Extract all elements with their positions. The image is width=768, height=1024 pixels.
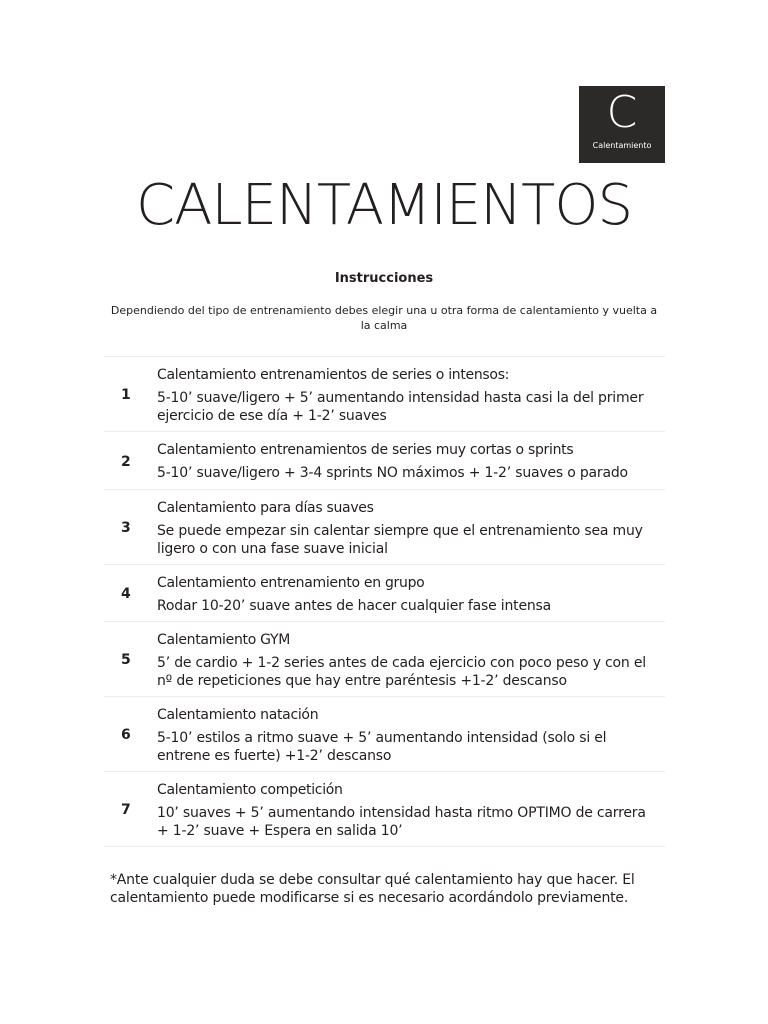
instructions-heading: Instrucciones [334, 271, 434, 286]
item-text: Se puede empezar sin calentar siempre que el entrenamiento sea muy ligero o con una fase suave inicial [157, 522, 643, 557]
warmup-list [104, 356, 665, 847]
item-title: Calentamiento entrenamientos de series o intensos: [157, 366, 510, 383]
item-number: 3 [121, 520, 131, 536]
item-content [157, 499, 665, 558]
item-content [157, 366, 665, 425]
list-item [104, 697, 665, 772]
item-content [157, 441, 665, 482]
list-item [104, 490, 665, 565]
item-number: 7 [121, 802, 131, 818]
item-content [157, 574, 665, 615]
item-title: Calentamiento natación [157, 706, 319, 723]
item-text: 5-10’ estilos a ritmo suave + 5’ aumentando intensidad (solo si el entrene es fuerte) +1-2’ descanso [157, 729, 607, 764]
item-title: Calentamiento competición [157, 781, 343, 798]
item-title: Calentamiento entrenamientos de series muy cortas o sprints [157, 442, 574, 458]
item-title: Calentamiento entrenamiento en grupo [157, 574, 425, 591]
list-item [104, 357, 665, 432]
footnote: *Ante cualquier duda se debe consultar qué calentamiento hay que hacer. El calentamiento puede modificarse si es necesario acordándolo previamente. [110, 872, 635, 906]
item-text: 10’ suaves + 5’ aumentando intensidad hasta ritmo OPTIMO de carrera + 1-2’ suave + Espera en salida 10’ [157, 804, 646, 839]
item-number: 4 [121, 586, 131, 602]
item-text: 5-10’ suave/ligero + 5’ aumentando intensidad hasta casi la del primer ejercicio de ese día + 1-2’ suaves [157, 389, 644, 424]
item-content [157, 781, 665, 840]
item-number: 6 [121, 727, 131, 743]
item-text: 5’ de cardio + 1-2 series antes de cada ejercicio con poco peso y con el nº de repeticiones que hay entre paréntesis +1-2’ descanso [157, 654, 646, 689]
item-number: 5 [121, 652, 131, 668]
item-title: Calentamiento para días suaves [157, 499, 374, 516]
section-badge [579, 86, 665, 163]
badge-label: Calentamiento [592, 141, 652, 150]
item-number: 2 [121, 453, 131, 470]
badge-letter: C [606, 87, 638, 138]
item-text: 5-10’ suave/ligero + 3-4 sprints NO máximos + 1-2’ suaves o parado [157, 465, 628, 481]
list-item [104, 432, 665, 490]
list-item [104, 772, 665, 847]
page-title: CALENTAMIENTOS [136, 173, 632, 238]
list-item [104, 622, 665, 697]
item-content [157, 706, 665, 765]
item-title: Calentamiento GYM [157, 631, 290, 648]
item-content [157, 631, 665, 690]
item-text: Rodar 10-20’ suave antes de hacer cualquier fase intensa [157, 597, 552, 614]
intro-paragraph: Dependiendo del tipo de entrenamiento debes elegir una u otra forma de calentamiento y vuelta a la calma [110, 304, 658, 332]
item-number: 1 [121, 387, 131, 403]
list-item [104, 565, 665, 622]
